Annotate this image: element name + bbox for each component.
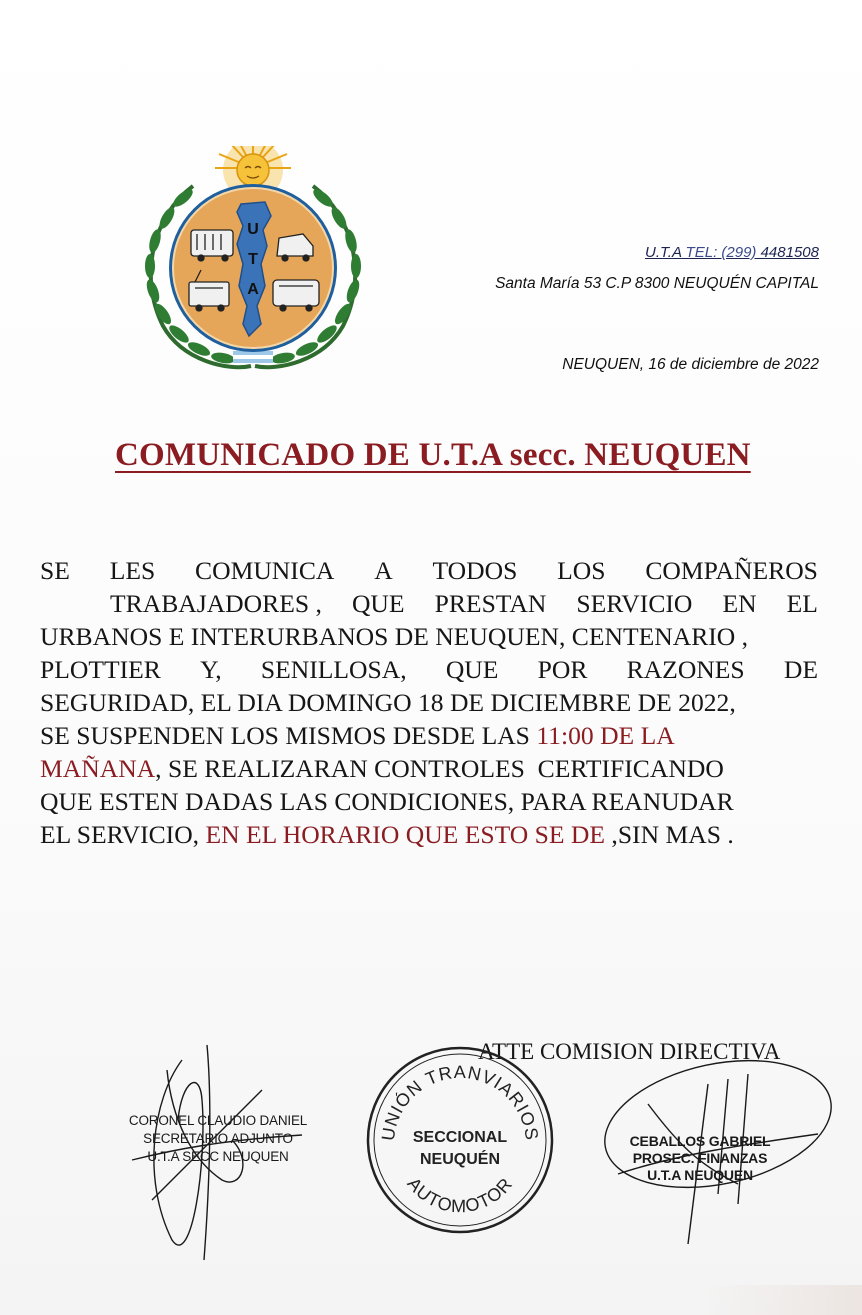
coach-icon xyxy=(273,280,319,311)
word: COMUNICA xyxy=(195,556,335,585)
closing-line: ATTE COMISION DIRECTIVA xyxy=(478,1039,781,1064)
body-line-4 xyxy=(40,653,818,686)
communique-body xyxy=(40,554,818,851)
word: EL xyxy=(786,589,818,618)
svg-text:A: A xyxy=(247,281,259,298)
word: SENILLOSA, xyxy=(260,655,407,684)
seal-line-1: SECCIONAL xyxy=(412,1129,508,1146)
seal-bottom-arc: AUTOMOTOR xyxy=(403,1173,517,1217)
signatory-right xyxy=(600,1133,800,1184)
body-line-8 xyxy=(40,785,818,818)
word: DE xyxy=(783,655,818,684)
word: RAZONES xyxy=(626,655,745,684)
text: QUE ESTEN DADAS LAS CONDICIONES, PARA REANUDAR xyxy=(40,787,734,816)
signatory-left-name: CORONEL CLAUDIO DANIEL xyxy=(128,1113,308,1128)
word: LES xyxy=(109,556,156,585)
svg-text:U: U xyxy=(247,221,259,238)
date-line: NEUQUEN, 16 de diciembre de 2022 xyxy=(562,356,819,373)
document-title: COMUNICADO DE U.T.A secc. NEUQUEN xyxy=(115,437,751,473)
word: TODOS xyxy=(432,556,518,585)
word: A xyxy=(374,556,393,585)
signatory-left-org: U.T.A SECC NEUQUEN xyxy=(147,1149,289,1164)
body-line-6 xyxy=(40,719,818,752)
word: EN xyxy=(722,589,757,618)
text: EL SERVICIO, xyxy=(40,820,206,849)
svg-text:T: T xyxy=(248,251,258,268)
highlight-schedule: EN EL HORARIO QUE ESTO SE DE xyxy=(205,820,606,849)
bus-icon xyxy=(191,230,233,261)
address: Santa María 53 C.P 8300 NEUQUÉN CAPITAL xyxy=(495,275,819,292)
highlight-time: 11:00 DE LA xyxy=(536,721,675,750)
word: POR xyxy=(537,655,588,684)
signatory-left xyxy=(118,1112,318,1166)
word: QUE xyxy=(351,589,405,618)
svg-text:AUTOMOTOR xyxy=(403,1174,516,1217)
tel-label: TEL: (299) xyxy=(681,244,757,261)
signatory-right-role: PROSEC. FINANZAS xyxy=(632,1150,768,1166)
word: PRESTAN xyxy=(434,589,547,618)
text: URBANOS E INTERURBANOS DE NEUQUEN, CENTENARIO , xyxy=(40,622,749,651)
body-line-1 xyxy=(40,554,818,587)
org-prefix: U.T.A xyxy=(644,244,682,261)
text: , SE REALIZARAN CONTROLES CERTIFICANDO xyxy=(155,754,724,783)
highlight-morning: MAÑANA xyxy=(40,754,156,783)
paper-edge xyxy=(702,1285,862,1315)
body-line-7 xyxy=(40,752,818,785)
word: SE xyxy=(40,556,70,585)
word: Y, xyxy=(200,655,222,684)
word: LOS xyxy=(557,556,606,585)
seal-line-2: NEUQUÉN xyxy=(419,1151,501,1168)
body-line-9 xyxy=(40,818,818,851)
text: SEGURIDAD, EL DIA DOMINGO 18 DE DICIEMBRE DE 2022, xyxy=(40,688,736,717)
contact-phone xyxy=(645,244,819,261)
signatory-right-name: CEBALLOS GABRIEL xyxy=(629,1133,771,1149)
text: ,SIN MAS . xyxy=(605,820,734,849)
body-line-5 xyxy=(40,686,818,719)
word: COMPAÑEROS xyxy=(645,556,818,585)
word: PLOTTIER xyxy=(40,655,161,684)
seal-top-arc: UNIÓN TRANVIARIOS xyxy=(377,1061,543,1142)
tel-number: 4481508 xyxy=(756,244,819,261)
word: SERVICIO xyxy=(576,589,693,618)
body-line-3 xyxy=(40,620,818,653)
signatory-right-org: U.T.A NEUQUEN xyxy=(647,1167,753,1183)
signatory-left-role: SECRETARIO ADJUNTO xyxy=(143,1131,293,1146)
body-line-2 xyxy=(40,587,818,620)
word: TRABAJADORES , xyxy=(110,589,322,618)
union-seal xyxy=(364,1044,556,1236)
word: QUE xyxy=(445,655,499,684)
text: SE SUSPENDEN LOS MISMOS DESDE LAS xyxy=(40,721,537,750)
uta-logo xyxy=(133,146,373,378)
